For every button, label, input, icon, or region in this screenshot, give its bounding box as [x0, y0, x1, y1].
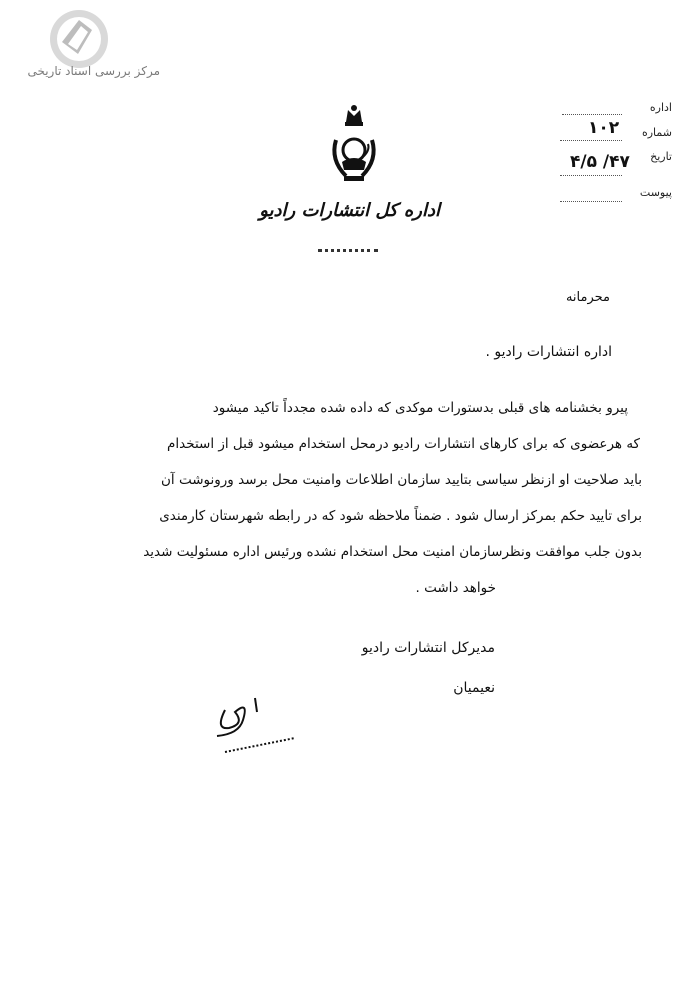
body-line: خواهد داشت .: [415, 580, 496, 596]
body-line: باید صلاحیت او ازنظر سیاسی بتایید سازمان اطلاعات وامنیت محل برسد ورونوشت آن: [161, 472, 642, 488]
recipient-line: اداره انتشارات رادیو .: [485, 344, 612, 360]
signature-name: نعیمیان: [453, 680, 495, 696]
date-line: [560, 175, 622, 176]
archive-center-logo-icon: [48, 8, 110, 70]
confidential-marking: محرمانه: [565, 290, 610, 305]
office-title: اداره کل انتشارات رادیو: [259, 200, 440, 221]
reference-label: اداره: [649, 101, 672, 114]
watermark-text: مرکز بررسی اسناد تاریخی: [27, 64, 160, 78]
body-line: برای تایید حکم بمرکز ارسال شود . ضمناً ملاحظه شود که در رابطه شهرستان کارمندی: [159, 508, 642, 524]
number-value: ۱۰۲: [588, 118, 620, 138]
body-line: بدون جلب موافقت ونظرسازمان امنیت محل استخدام نشده ورئیس اداره مسئولیت شدید: [143, 544, 642, 560]
date-value: ۴/۵ /۴۷: [570, 152, 630, 172]
date-label: تاریخ: [650, 150, 672, 163]
body-line: پیرو بخشنامه های قبلی بدستورات موکدی که داده شده مجدداً تاکید میشود: [212, 400, 628, 416]
signature-title: مدیرکل انتشارات رادیو: [361, 640, 495, 656]
attachment-label: پیوست: [639, 186, 672, 199]
reference-line: [562, 114, 622, 115]
lion-and-sun-crown-emblem-icon: [324, 100, 384, 188]
number-line: [560, 140, 622, 141]
body-line: که هرعضوی که برای کارهای انتشارات رادیو درمحل استخدام میشود قبل از استخدام: [167, 436, 640, 452]
attachment-line: [560, 201, 622, 202]
handwritten-signature: [195, 690, 305, 760]
number-label: شماره: [641, 126, 672, 139]
title-divider: [318, 249, 378, 255]
